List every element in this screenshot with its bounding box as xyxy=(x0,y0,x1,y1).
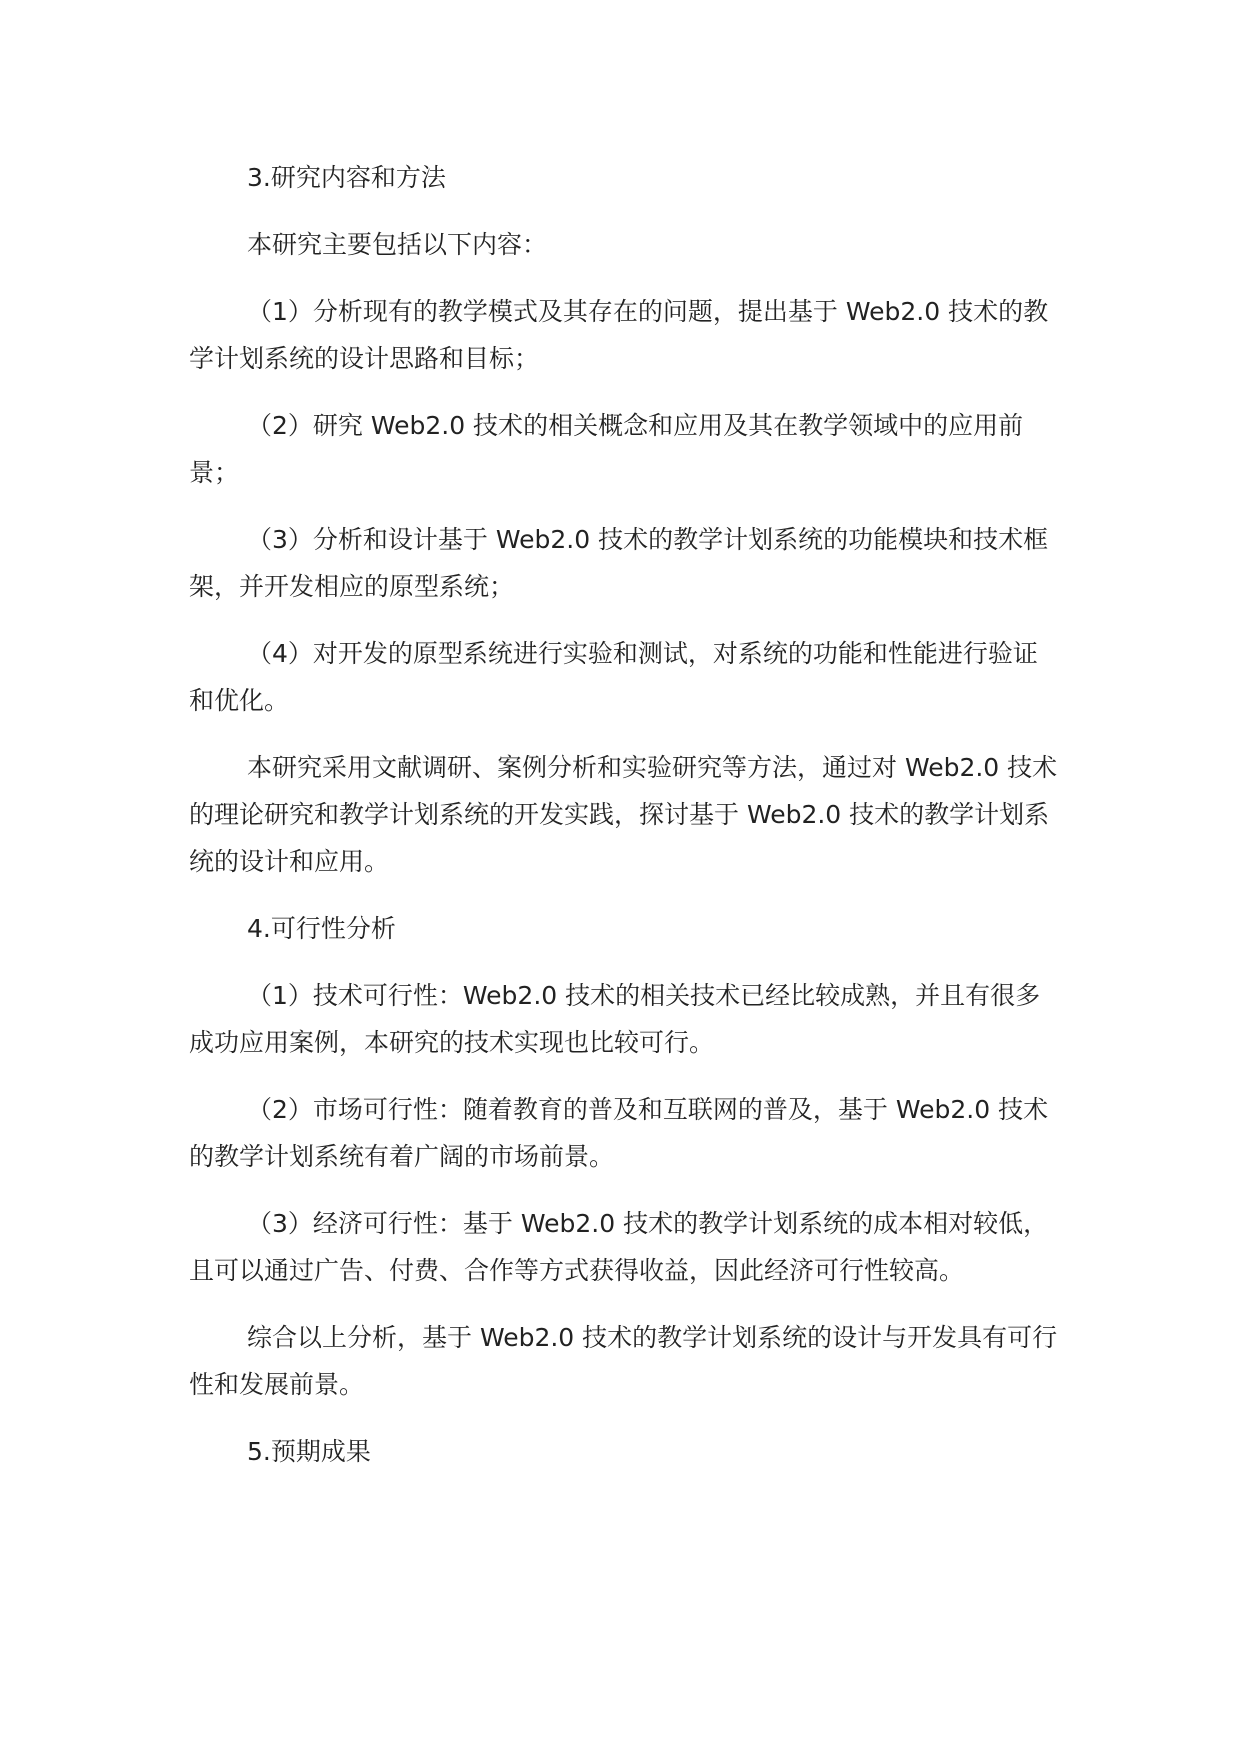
section-heading-research-content: 3.研究内容和方法 xyxy=(247,163,446,192)
paragraph-summary: 综合以上分析，基于 Web2.0 技术的教学计划系统的设计与开发具有可行性和发展前景。 xyxy=(189,1323,1058,1399)
feasibility-technical: （1）技术可行性：Web2.0 技术的相关技术已经比较成熟，并且有很多成功应用案例，本研究的技术实现也比较可行。 xyxy=(189,981,1041,1057)
section-heading-expected-results: 5.预期成果 xyxy=(247,1437,371,1466)
paragraph-methods: 本研究采用文献调研、案例分析和实验研究等方法，通过对 Web2.0 技术的理论研究和教学计划系统的开发实践，探讨基于 Web2.0 技术的教学计划系统的设计和应用。 xyxy=(189,753,1058,876)
list-item-1: （1）分析现有的教学模式及其存在的问题，提出基于 Web2.0 技术的教学计划系统的设计思路和目标； xyxy=(189,297,1049,373)
list-item-4: （4）对开发的原型系统进行实验和测试，对系统的功能和性能进行验证和优化。 xyxy=(189,639,1038,715)
feasibility-market: （2）市场可行性：随着教育的普及和互联网的普及，基于 Web2.0 技术的教学计划系统有着广阔的市场前景。 xyxy=(189,1095,1049,1171)
list-item-3: （3）分析和设计基于 Web2.0 技术的教学计划系统的功能模块和技术框架，并开发相应的原型系统； xyxy=(189,525,1049,601)
document-body xyxy=(189,154,1061,1495)
section-heading-feasibility: 4.可行性分析 xyxy=(247,914,396,943)
paragraph-intro: 本研究主要包括以下内容： xyxy=(247,230,548,259)
list-item-2: （2）研究 Web2.0 技术的相关概念和应用及其在教学领域中的应用前景； xyxy=(189,411,1024,487)
feasibility-economic: （3）经济可行性：基于 Web2.0 技术的教学计划系统的成本相对较低，且可以通过广告、付费、合作等方式获得收益，因此经济可行性较高。 xyxy=(189,1209,1049,1285)
